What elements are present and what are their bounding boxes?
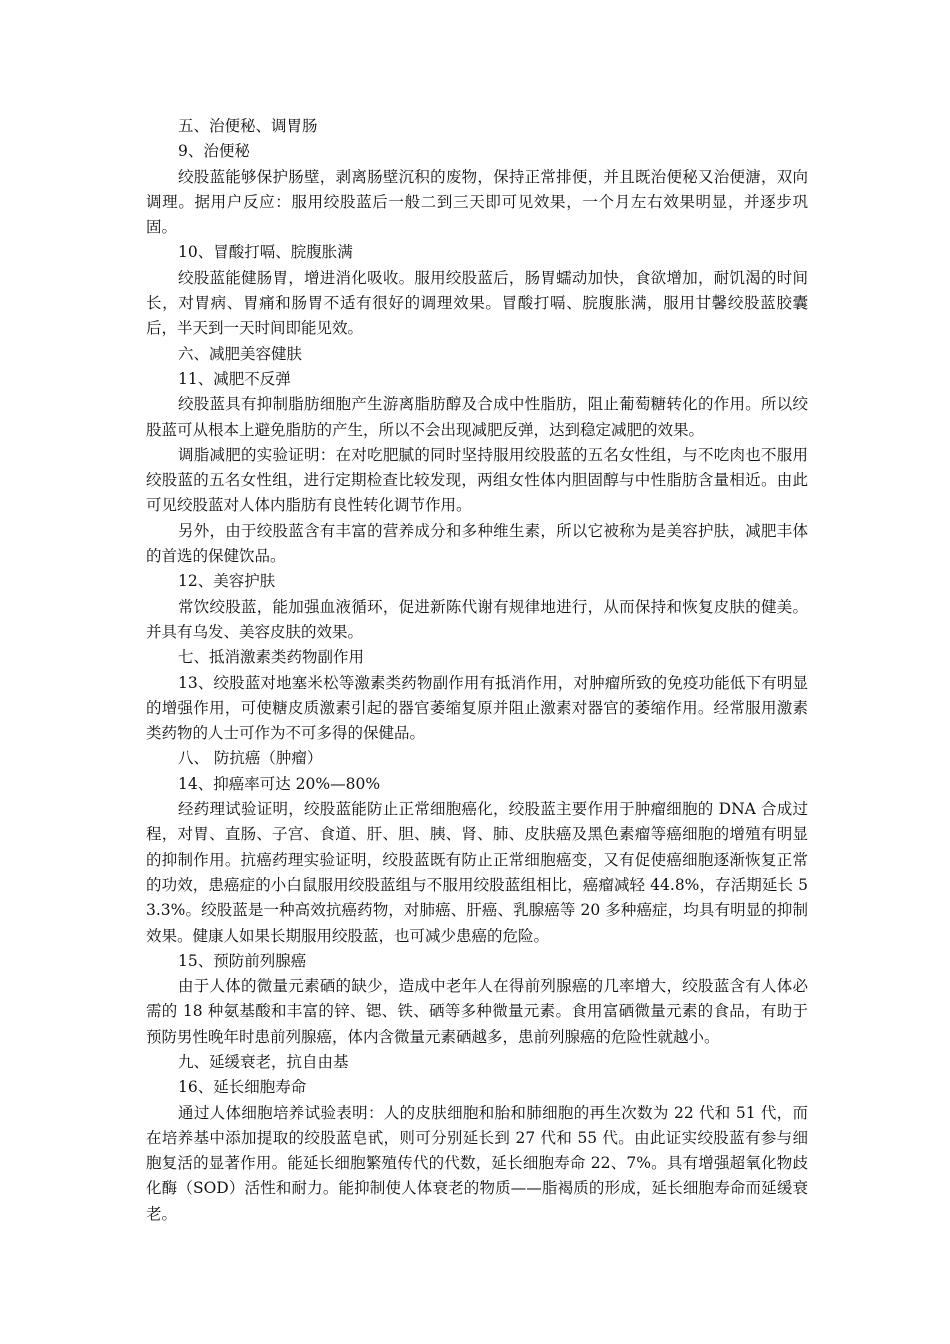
body-paragraph: 13、绞股蓝对地塞米松等激素类药物副作用有抵消作用，对肿瘤所致的免疫功能低下有明显的增强作用，可使糖皮质激素引起的器官萎缩复原并阻止激素对器官的萎缩作用。经常服用激素类药物的人士可作为不可多得的保健品。 (146, 673, 808, 743)
section-heading: 16、延长细胞寿命 (178, 1078, 307, 1097)
body-paragraph: 常饮绞股蓝，能加强血液循环，促进新陈代谢有规律地进行，从而保持和恢复皮肤的健美。并具有乌发、美容皮肤的效果。 (146, 597, 808, 641)
section-heading: 八、 防抗癌（肿瘤） (178, 749, 323, 768)
body-paragraph: 绞股蓝能健肠胃，增进消化吸收。服用绞股蓝后，肠胃蠕动加快，食欲增加，耐饥渴的时间长，对胃病、胃痛和肠胃不适有很好的调理效果。冒酸打嗝、脘腹胀满，服用甘馨绞股蓝胶囊后，半天到一天时间即能见效。 (146, 268, 808, 338)
body-paragraph: 经药理试验证明，绞股蓝能防止正常细胞癌化，绞股蓝主要作用于肿瘤细胞的 DNA 合成过程，对胃、直肠、子宫、食道、肝、胆、胰、肾、肺、皮肤癌及黑色素瘤等癌细胞的增殖有明显的抑制作用。抗癌药理实验证明，绞股蓝既有防止正常细胞癌变，又有促使癌细胞逐渐恢复正常的功效，患癌症的小白鼠服用绞股蓝组与不服用绞股蓝组相比，癌瘤减轻 44.8%，存活期延长 53.3%。绞股蓝是一种高效抗癌药物，对肺癌、肝癌、乳腺癌等 20 多种癌症，均具有明显的抑制效果。健康人如果长期服用绞股蓝，也可减少患癌的危险。 (146, 800, 808, 945)
section-heading: 12、美容护肤 (178, 572, 276, 591)
body-paragraph: 调脂减肥的实验证明：在对吃肥腻的同时坚持服用绞股蓝的五名女性组，与不吃肉也不服用绞股蓝的五名女性组，进行定期检查比较发现，两组女性体内胆固醇与中性脂肪含量相近。由此可见绞股蓝对人体内脂肪有良性转化调节作用。 (146, 445, 808, 515)
body-paragraph: 另外，由于绞股蓝含有丰富的营养成分和多种维生素，所以它被称为是美容护肤，减肥丰体的首选的保健饮品。 (146, 521, 808, 566)
body-paragraph: 绞股蓝具有抑制脂肪细胞产生游离脂肪醇及合成中性脂肪，阻止葡萄糖转化的作用。所以绞股蓝可从根本上避免脂肪的产生，所以不会出现减肥反弹，达到稳定减肥的效果。 (146, 395, 808, 439)
section-heading: 11、减肥不反弹 (178, 369, 291, 388)
section-heading: 15、预防前列腺癌 (178, 951, 307, 970)
section-heading: 10、冒酸打嗝、脘腹胀满 (178, 243, 353, 262)
section-heading: 七、抵消激素类药物副作用 (178, 648, 365, 667)
body-paragraph: 绞股蓝能够保护肠壁，剥离肠壁沉积的废物，保持正常排便，并且既治便秘又治便溏，双向调理。据用户反应：服用绞股蓝后一般二到三天即可见效果，一个月左右效果明显，并逐步巩固。 (146, 167, 808, 237)
body-paragraph: 通过人体细胞培养试验表明：人的皮肤细胞和胎和肺细胞的再生次数为 22 代和 51 代，而在培养基中添加提取的绞股蓝皂甙，则可分别延长到 27 代和 55 代。由此证实绞股蓝有参与细胞复活的显著作用。能延长细胞繁殖传代的代数，延长细胞寿命 22、7%。具有增强超氧化物歧化酶（SOD）活性和耐力。能抑制使人体衰老的物质——脂褐质的形成，延长细胞寿命而延缓衰老。 (146, 1103, 808, 1223)
section-heading: 九、延缓衰老，抗自由基 (178, 1052, 349, 1071)
section-heading: 六、减肥美容健肤 (178, 344, 303, 363)
section-heading: 9、治便秘 (178, 142, 250, 161)
section-heading: 五、治便秘、调胃肠 (178, 117, 318, 135)
body-paragraph: 由于人体的微量元素硒的缺少，造成中老年人在得前列腺癌的几率增大，绞股蓝含有人体必需的 18 种氨基酸和丰富的锌、锶、铁、硒等多种微量元素。食用富硒微量元素的食品，有助于预防男性晚年时患前列腺癌，体内含微量元素硒越多，患前列腺癌的危险性就越小。 (146, 977, 808, 1046)
section-heading: 14、抑癌率可达 20%—80% (178, 774, 381, 793)
document-body (146, 114, 808, 1227)
